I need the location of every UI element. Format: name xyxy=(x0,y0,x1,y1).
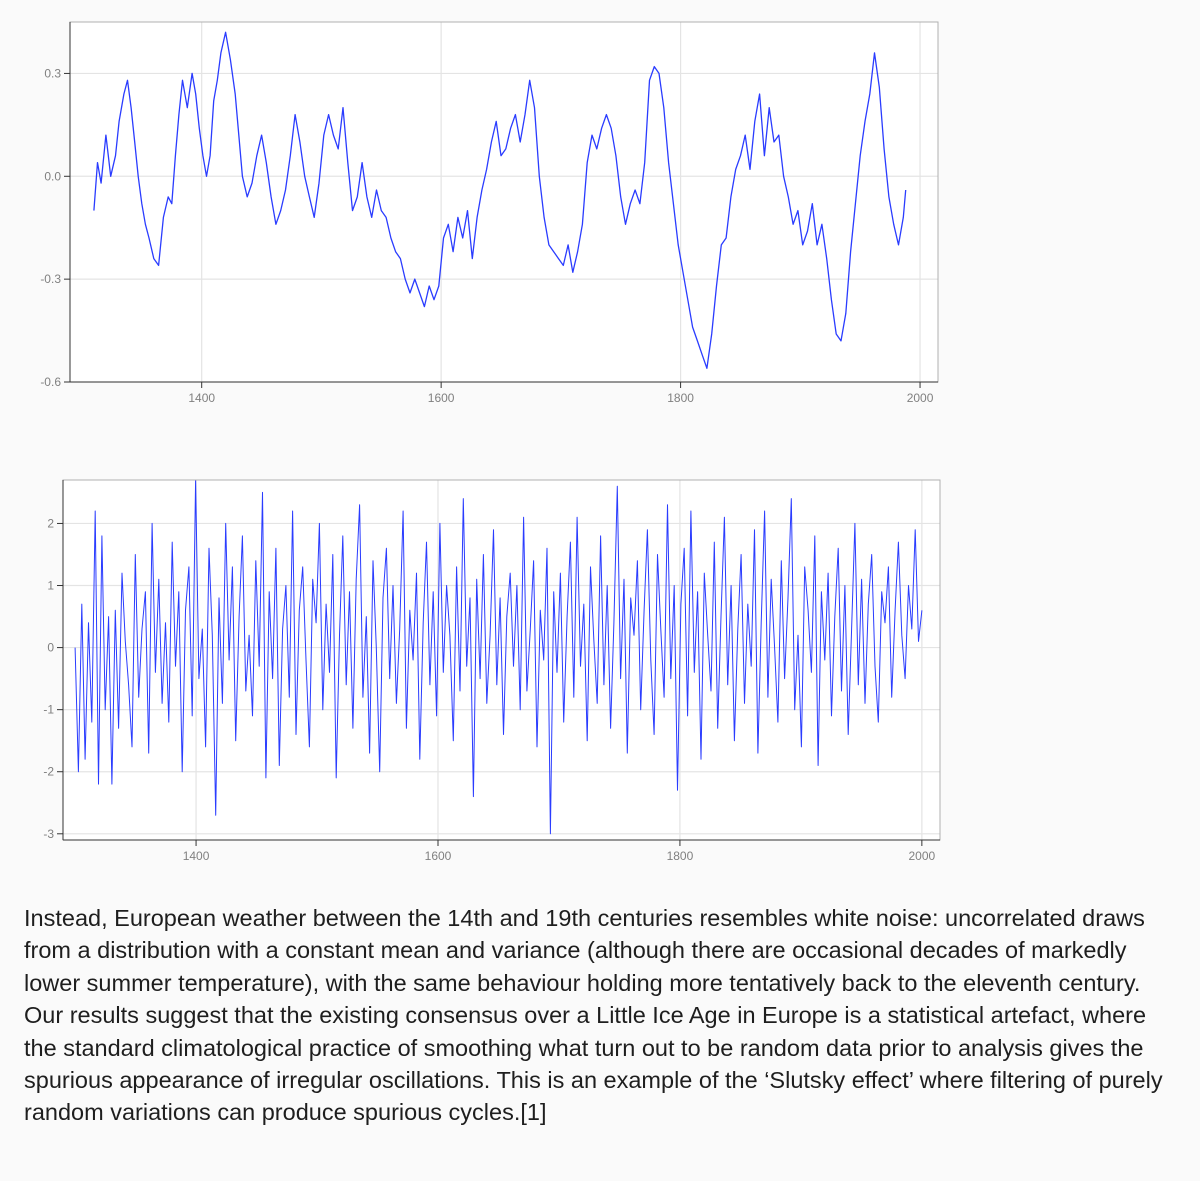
y-tick-label: 2 xyxy=(47,516,54,531)
plot-panel xyxy=(70,22,938,382)
x-tick-label: 1600 xyxy=(424,849,452,863)
x-tick-label: 1800 xyxy=(666,849,694,863)
x-tick-label: 1400 xyxy=(188,391,216,405)
y-tick-label: -0.3 xyxy=(40,272,61,287)
y-tick-label: -0.6 xyxy=(40,375,61,389)
x-tick-label: 1800 xyxy=(667,391,694,405)
y-tick-label: -3 xyxy=(43,826,54,841)
x-tick-label: 1400 xyxy=(182,849,210,863)
y-tick-label: 0 xyxy=(47,640,54,655)
y-tick-label: 0.0 xyxy=(44,169,61,184)
y-tick-label: -1 xyxy=(43,702,54,717)
y-tick-label: -2 xyxy=(43,764,54,779)
caption-paragraph: Instead, European weather between the 14th and 19th centuries resembles white noise: uncorrelated draws from a distribution with a constant mean and variance (although there are occasional decades of markedly lower summer temperature), with the same behaviour holding more tentatively back to the eleventh century. Our results suggest that the existing consensus over a Little Ice Age in Europe is a statistical artefact, where the standard climatological practice of smoothing what turn out to be random data prior to analysis gives the spurious appearance of irregular oscillations. This is an example of the ‘Slutsky effect’ where filtering of purely random variations can produce spurious cycles.[1] xyxy=(24,905,1163,1126)
x-tick-label: 1600 xyxy=(427,391,455,405)
y-tick-label: 0.3 xyxy=(44,66,61,81)
x-tick-label: 2000 xyxy=(906,391,934,405)
smoothed-temperature-chart xyxy=(40,22,938,405)
white-noise-chart xyxy=(43,480,940,863)
x-tick-label: 2000 xyxy=(908,849,936,863)
y-tick-label: 1 xyxy=(47,578,54,593)
